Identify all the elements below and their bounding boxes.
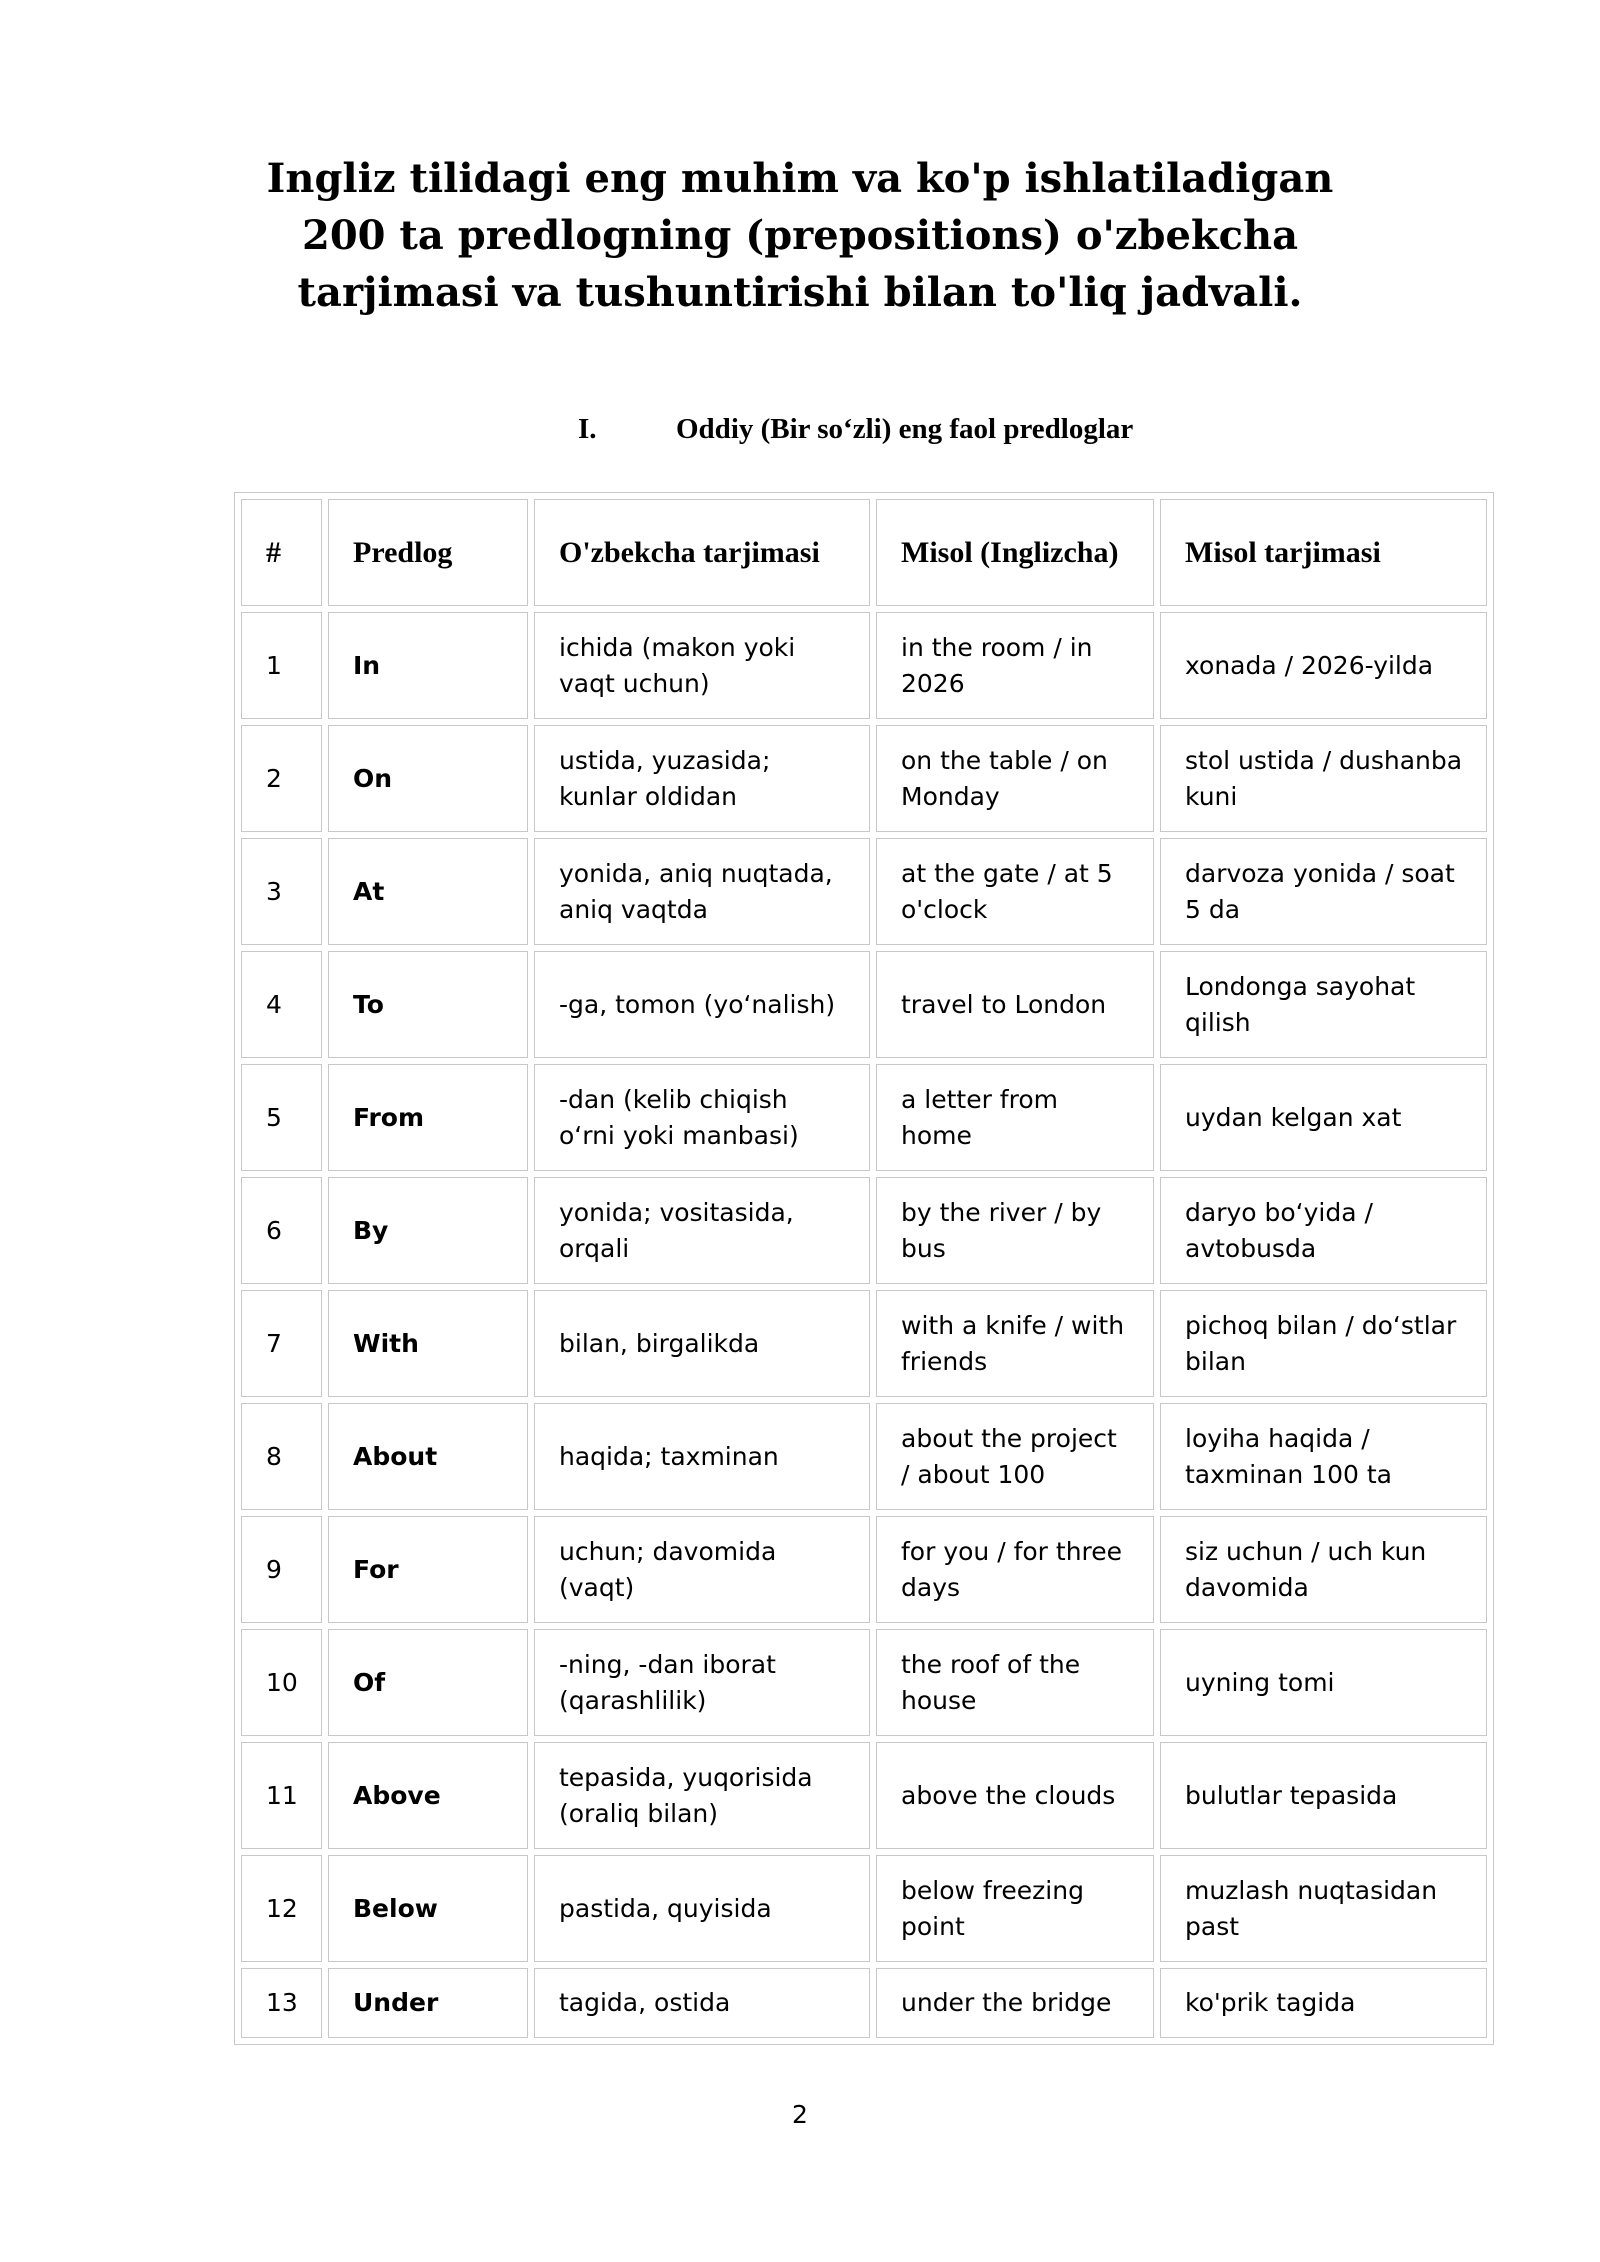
preposition-cell: From <box>328 1064 528 1171</box>
uzbek-translation-cell: ustida, yuzasida; kunlar oldidan <box>534 725 870 832</box>
table-row <box>241 1177 1487 1284</box>
row-number: 11 <box>241 1742 322 1849</box>
prepositions-table <box>234 492 1494 2045</box>
table-row <box>241 1064 1487 1171</box>
example-translation-cell: stol ustida / dushanba kuni <box>1160 725 1487 832</box>
row-number: 10 <box>241 1629 322 1736</box>
example-translation-cell: ko'prik tagida <box>1160 1968 1487 2038</box>
example-translation-cell: xonada / 2026-yilda <box>1160 612 1487 719</box>
preposition-cell: Above <box>328 1742 528 1849</box>
row-number: 1 <box>241 612 322 719</box>
example-english-cell: at the gate / at 5 o'clock <box>876 838 1154 945</box>
uzbek-translation-cell: tagida, ostida <box>534 1968 870 2038</box>
row-number: 6 <box>241 1177 322 1284</box>
table-row <box>241 1629 1487 1736</box>
document-title: Ingliz tilidagi eng muhim va ko'p ishlatiladigan 200 ta predlogning (prepositions) o'zbekcha tarjimasi va tushuntirishi bilan to'liq jadvali. <box>266 155 1334 316</box>
row-number: 9 <box>241 1516 322 1623</box>
row-number: 8 <box>241 1403 322 1510</box>
preposition-cell: About <box>328 1403 528 1510</box>
row-number: 2 <box>241 725 322 832</box>
table-row <box>241 1516 1487 1623</box>
uzbek-translation-cell: yonida; vositasida, orqali <box>534 1177 870 1284</box>
page-number: 2 <box>792 2100 808 2129</box>
row-number: 12 <box>241 1855 322 1962</box>
preposition-cell: Of <box>328 1629 528 1736</box>
row-number: 4 <box>241 951 322 1058</box>
example-english-cell: about the project / about 100 <box>876 1403 1154 1510</box>
uzbek-translation-cell: haqida; taxminan <box>534 1403 870 1510</box>
preposition-cell: Under <box>328 1968 528 2038</box>
example-english-cell: for you / for three days <box>876 1516 1154 1623</box>
example-english-cell: below freezing point <box>876 1855 1154 1962</box>
preposition-cell: By <box>328 1177 528 1284</box>
table-body <box>241 612 1487 2038</box>
row-number: 13 <box>241 1968 322 2038</box>
table-row <box>241 612 1487 719</box>
example-english-cell: with a knife / with friends <box>876 1290 1154 1397</box>
example-translation-cell: Londonga sayohat qilish <box>1160 951 1487 1058</box>
table-row <box>241 951 1487 1058</box>
example-english-cell: under the bridge <box>876 1968 1154 2038</box>
uzbek-translation-cell: tepasida, yuqorisida (oraliq bilan) <box>534 1742 870 1849</box>
table-row <box>241 725 1487 832</box>
preposition-cell: For <box>328 1516 528 1623</box>
example-english-cell: by the river / by bus <box>876 1177 1154 1284</box>
uzbek-translation-cell: yonida, aniq nuqtada, aniq vaqtda <box>534 838 870 945</box>
column-header-uzbek-translation: O'zbekcha tarjimasi <box>534 499 870 606</box>
section-number: I. <box>578 413 597 445</box>
example-english-cell: in the room / in 2026 <box>876 612 1154 719</box>
preposition-cell: With <box>328 1290 528 1397</box>
preposition-cell: On <box>328 725 528 832</box>
uzbek-translation-cell: pastida, quyisida <box>534 1855 870 1962</box>
table-row <box>241 1742 1487 1849</box>
example-translation-cell: darvoza yonida / soat 5 da <box>1160 838 1487 945</box>
example-english-cell: the roof of the house <box>876 1629 1154 1736</box>
uzbek-translation-cell: ichida (makon yoki vaqt uchun) <box>534 612 870 719</box>
example-translation-cell: uydan kelgan xat <box>1160 1064 1487 1171</box>
preposition-cell: To <box>328 951 528 1058</box>
row-number: 7 <box>241 1290 322 1397</box>
example-translation-cell: loyiha haqida / taxminan 100 ta <box>1160 1403 1487 1510</box>
example-translation-cell: pichoq bilan / do‘stlar bilan <box>1160 1290 1487 1397</box>
column-header-number: # <box>241 499 322 606</box>
table-row <box>241 1968 1487 2038</box>
table-header-row <box>241 499 1487 606</box>
section-heading <box>0 413 1600 453</box>
uzbek-translation-cell: -dan (kelib chiqish o‘rni yoki manbasi) <box>534 1064 870 1171</box>
preposition-cell: At <box>328 838 528 945</box>
preposition-cell: In <box>328 612 528 719</box>
table-row <box>241 1290 1487 1397</box>
preposition-cell: Below <box>328 1855 528 1962</box>
example-translation-cell: muzlash nuqtasidan past <box>1160 1855 1487 1962</box>
example-translation-cell: uyning tomi <box>1160 1629 1487 1736</box>
table-row <box>241 1855 1487 1962</box>
uzbek-translation-cell: -ga, tomon (yo‘nalish) <box>534 951 870 1058</box>
example-translation-cell: bulutlar tepasida <box>1160 1742 1487 1849</box>
example-english-cell: a letter from home <box>876 1064 1154 1171</box>
uzbek-translation-cell: bilan, birgalikda <box>534 1290 870 1397</box>
example-english-cell: travel to London <box>876 951 1154 1058</box>
section-title: Oddiy (Bir so‘zli) eng faol predloglar <box>676 413 1134 445</box>
column-header-preposition: Predlog <box>328 499 528 606</box>
example-english-cell: on the table / on Monday <box>876 725 1154 832</box>
row-number: 3 <box>241 838 322 945</box>
table-row <box>241 1403 1487 1510</box>
row-number: 5 <box>241 1064 322 1171</box>
example-english-cell: above the clouds <box>876 1742 1154 1849</box>
column-header-example-translation: Misol tarjimasi <box>1160 499 1487 606</box>
column-header-example-english: Misol (Inglizcha) <box>876 499 1154 606</box>
uzbek-translation-cell: uchun; davomida (vaqt) <box>534 1516 870 1623</box>
table-row <box>241 838 1487 945</box>
uzbek-translation-cell: -ning, -dan iborat (qarashlilik) <box>534 1629 870 1736</box>
example-translation-cell: daryo bo‘yida / avtobusda <box>1160 1177 1487 1284</box>
example-translation-cell: siz uchun / uch kun davomida <box>1160 1516 1487 1623</box>
